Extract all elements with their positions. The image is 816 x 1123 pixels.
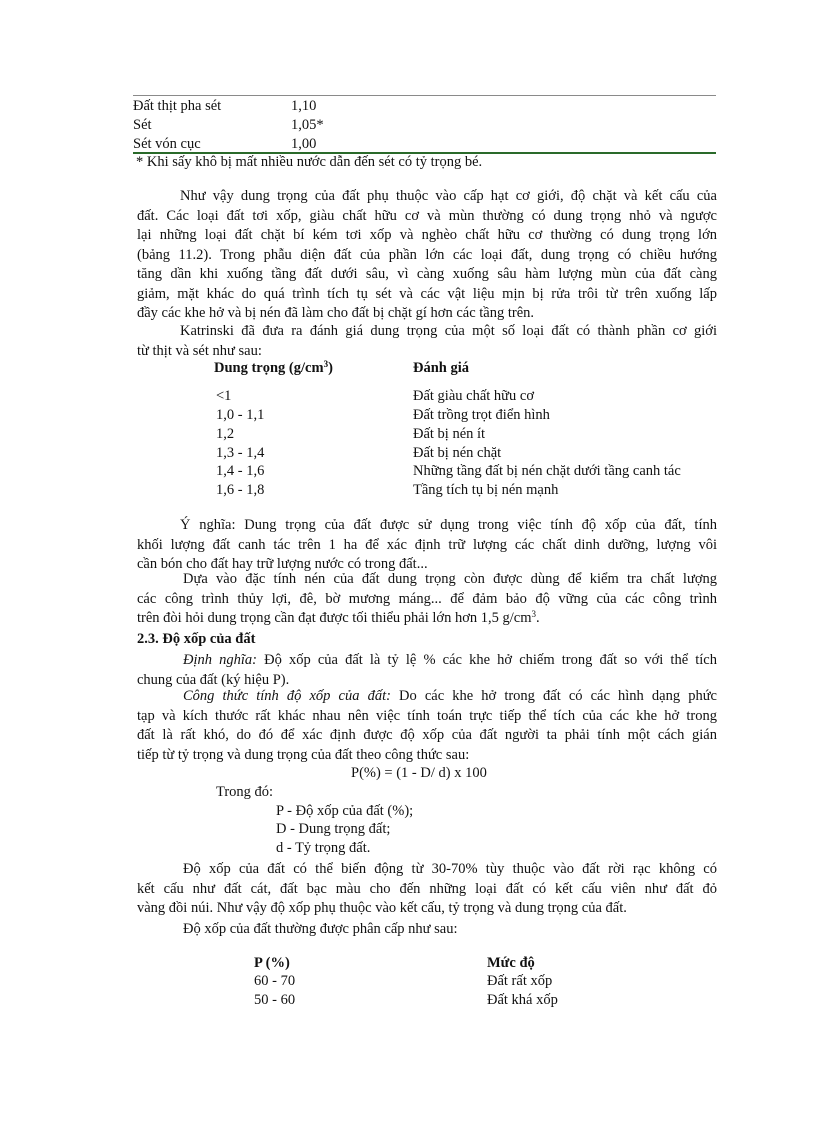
text-line: các công trình thủy lợi, đê, bờ mương máng... để đảm bảo độ vững của các công trình [137, 590, 717, 607]
text-line: chung của đất (ký hiệu P). [137, 671, 290, 688]
text-line: Dựa vào đặc tính nén của đất dung trọng còn được dùng để kiểm tra chất lượng [183, 571, 717, 587]
text-line: trên đòi hỏi dung trọng cần đạt được tối thiểu phải lớn hơn 1,5 $g/cm^3$. [137, 609, 540, 626]
paragraph-katrinski [137, 322, 717, 361]
table-cell-density: 1,2 [216, 426, 235, 442]
table-cell-evaluation: Những tầng đất bị nén chặt dưới tầng canh tác [413, 463, 681, 479]
text-line: tăng dần khi xuống tầng đất dưới sâu, vì càng xuống sâu hàm lượng mùn của đất càng [137, 266, 717, 282]
variable-definition: P - Độ xốp của đất (%); [276, 803, 414, 819]
table-cell-value: 1,00 [291, 136, 317, 152]
table-cell-soil: Sét [133, 117, 152, 133]
paragraph-porosity-range [137, 860, 717, 919]
text-line: tạp và kích thước rất khác nhau nên việc tính toán trực tiếp thể tích của các khe hở trong [137, 707, 717, 724]
text-line: kết cấu như đất cát, đất bạc màu cho đến những loại đất có kết cấu viên như đất đỏ [137, 880, 717, 897]
variable-definition: D - Dung trọng đất; [276, 821, 391, 837]
text-line: vàng đồi núi. Như vậy độ xốp phụ thuộc vào kết cấu, tỷ trọng và dung trọng của đất. [137, 900, 627, 916]
table-cell-porosity: 50 - 60 [254, 992, 296, 1008]
text-line: Katrinski đã đưa ra đánh giá dung trọng của một số loại đất có thành phần cơ giới [180, 323, 717, 339]
text-line: cần bón cho đất hay trữ lượng nước có trong đất... [137, 556, 428, 572]
text-line: từ thịt và sét như sau: [137, 342, 262, 359]
column-header-porosity: P (%) [254, 955, 290, 971]
paragraph-meaning [137, 516, 717, 575]
text-line: khối lượng đất canh tác trên 1 ha để xác định trữ lượng các chất dinh dưỡng, lượng vôi [137, 536, 717, 553]
table-cell-evaluation: Đất bị nén ít [413, 426, 486, 442]
table-top-rule [133, 95, 716, 96]
table-cell-density: 1,6 - 1,8 [216, 482, 265, 498]
text-line: giảm, mặt khác do quá trình tích tụ sét và các vật liệu mịn bị rửa trôi từ trên xuống lấp [137, 285, 717, 302]
column-header-level: Mức độ [487, 955, 535, 971]
column-header-evaluation: Đánh giá [413, 360, 470, 376]
text-line: Định nghĩa: Độ xốp của đất là tỷ lệ % các khe hở chiếm trong đất so với thể tích [183, 652, 717, 668]
paragraph-density-factors [137, 187, 717, 324]
table-cell-density: <1 [216, 388, 232, 404]
table-cell-porosity: 60 - 70 [254, 973, 296, 989]
table-cell-density: 1,4 - 1,6 [216, 463, 265, 479]
table-cell-value: 1,05* [291, 117, 324, 133]
table-cell-density: 1,3 - 1,4 [216, 445, 265, 461]
table-cell-evaluation: Đất bị nén chặt [413, 445, 502, 461]
text-line: Ý nghĩa: Dung trọng của đất được sử dụng trong việc tính độ xốp của đất, tính [180, 517, 717, 533]
text-line: Công thức tính độ xốp của đất: Do các khe hở trong đất có các hình dạng phức [183, 688, 717, 704]
column-header-density: Dung trọng $(g/cm^3)$ [214, 359, 333, 376]
text-line: tiếp từ tỷ trọng và dung trọng của đất theo công thức sau: [137, 746, 470, 763]
text-line: đất. Các loại đất tơi xốp, giàu chất hữu cơ và mùn thường có dung trọng nhỏ và ngược [137, 207, 717, 224]
table-cell-value: 1,10 [291, 98, 317, 114]
table-cell-density: 1,0 - 1,1 [216, 407, 265, 423]
table-cell-soil: Sét vón cục [133, 136, 201, 152]
definition-label: Định nghĩa: [183, 652, 257, 668]
section-heading: 2.3. Độ xốp của đất [137, 631, 256, 647]
text-line: Độ xốp của đất có thể biến động từ 30-70% tùy thuộc vào đất rời rạc không có [183, 861, 717, 877]
text-line: đầy các khe hở và bị nén đã làm cho đất bị chặt gí hơn các tầng trên. [137, 305, 535, 321]
variable-definition: d - Tỷ trọng đất. [276, 840, 371, 856]
paragraph-definition [137, 651, 717, 690]
table-cell-level: Đất khá xốp [487, 992, 558, 1008]
text-line: đất là rất khó, do đó để xác định được độ xốp của đất người ta phải tính một cách gián [137, 727, 717, 743]
text-line: Như vậy dung trọng của đất phụ thuộc vào cấp hạt cơ giới, độ chặt và kết cấu của [180, 188, 717, 204]
table-cell-level: Đất rất xốp [487, 973, 553, 989]
text-line: (bảng 11.2). Trong phẫu diện đất của phần lớn các loại đất, dung trọng có chiều hướng [137, 246, 717, 263]
table-cell-evaluation: Đất trồng trọt điển hình [413, 407, 550, 423]
classification-intro: Độ xốp của đất thường được phân cấp như sau: [183, 921, 458, 937]
table-cell-soil: Đất thịt pha sét [133, 98, 222, 114]
table-cell-evaluation: Đất giàu chất hữu cơ [413, 388, 535, 404]
table-footnote: * Khi sấy khô bị mất nhiều nước dẫn đến sét có tỷ trọng bé. [136, 154, 483, 170]
text-line: lại những loại đất chặt bí kém tơi xốp và nghèo chất hữu cơ thường có dung trọng lớn [137, 227, 717, 243]
formula-label: Công thức tính độ xốp của đất: [183, 688, 391, 704]
paragraph-formula-intro [137, 687, 717, 765]
where-label: Trong đó: [216, 784, 274, 800]
porosity-formula: P(%) = (1 - D/ d) x 100 [351, 765, 487, 781]
table-cell-evaluation: Tầng tích tụ bị nén mạnh [413, 482, 559, 498]
paragraph-compaction [137, 570, 717, 629]
